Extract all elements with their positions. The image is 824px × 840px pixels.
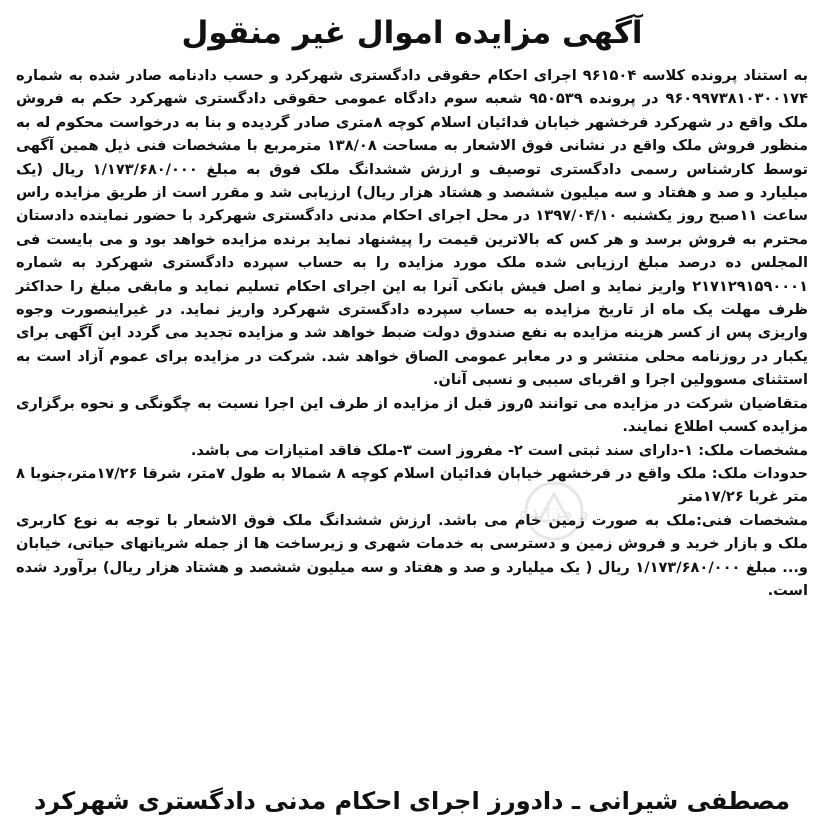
notice-signature: مصطفی شیرانی ـ دادورز اجرای احکام مدنی دادگستری شهرکرد bbox=[33, 787, 791, 815]
notice-title: آگهی مزایده اموال غیر منقول bbox=[181, 15, 643, 51]
watermark-text: و مزایده bbox=[519, 499, 589, 523]
property-specs: مشخصات ملک: ۱-دارای سند ثبتی است ۲- مفروز است ۳-ملک فاقد امتیازات می باشد. bbox=[190, 441, 808, 459]
notice-paragraph-inquiry: متقاضیان شرکت در مزایده می توانند ۵روز قبل از مزایده از طرف این اجرا نسبت به چگونگی و نحوه برگزاری مزایده کسب اطلاع نمایند. bbox=[16, 394, 808, 436]
notice-body bbox=[14, 64, 810, 602]
property-technical-specs: مشخصات فنی:ملک به صورت زمین خام می باشد. ارزش ششدانگ ملک فوق الاشعار با توجه به نوع کاربری ملک و بازار خرید و فروش زمین و دسترسی به خدمات شهری و زیرساخت ها از جمله شریانهای حیاتی، خیابان و... مبلغ ۱/۱۷۳/۶۸۰/۰۰۰ ریال ( یک میلیارد و صد و هفتاد و سه میلیون ششصد و هشتاد هزار ریال) برآورد شده است. bbox=[16, 511, 808, 599]
notice-paragraph-main: به استناد پرونده کلاسه ۹۶۱۵۰۴ اجرای احکام حقوقی دادگستری شهرکرد و حسب دادنامه صادر شده به شماره ۹۶۰۹۹۷۳۸۱۰۳۰۰۱۷۴ در پرونده ۹۵۰۵۳۹ شعبه سوم دادگاه عمومی حقوقی دادگستری شهرکرد حکم به فروش ملک واقع در شهرکرد فرخشهر خیابان فدائیان اسلام کوچه ۸متری صادر گردیده و بنا به درخواست محکوم له به منظور فروش ملک واقع در نشانی فوق الاشعار به مساحت ۱۳۸/۰۸ مترمربع با مشخصات فنی ذیل همین آگهی توسط کارشناس رسمی دادگستری توصیف و ارزش ششدانگ ملک فوق به مبلغ ۱/۱۷۳/۶۸۰/۰۰۰ ریال (یک میلیارد و صد و هفتاد و سه میلیون ششصد و هشتاد هزار ریال) ارزیابی شد و مقرر است از طریق مزایده راس ساعت ۱۱صبح روز یکشنبه ۱۳۹۷/۰۴/۱۰ در محل اجرای احکام مدنی دادگستری شهرکرد با حضور نماینده دادستان محترم به فروش برسد و هر کس که بالاترین قیمت را پیشنهاد نماید برنده مزایده خواهد بود و می بایست فی المجلس ده درصد مبلغ ارزیابی شده ملک مورد مزایده را به حساب سپرده دادگستری شهرکرد به شماره ۲۱۷۱۲۹۱۵۹۰۰۰۱ واریز نماید و اصل فیش بانکی آنرا به این اجرای احکام تسلیم نماید و مابقی مبلغ را حداکثر ظرف مهلت یک ماه از تاریخ مزایده به حساب سپرده دادگستری شهرکرد واریز نماید. در غیراینصورت وجوه واریزی پس از کسر هزینه مزایده به نفع صندوق دولت ضبط خواهد شد و مزایده تجدید می گردد این آگهی برای یکبار در روزنامه محلی منتشر و در معابر عمومی الصاق خواهد شد. شرکت در مزایده برای عموم آزاد است به استثنای مسوولین اجرا و اقربای سببی و نسبی آنان. bbox=[16, 67, 809, 389]
auction-notice bbox=[14, 8, 810, 832]
property-boundaries: حدودات ملک: ملک واقع در فرخشهر خیابان فدائیان اسلام کوچه ۸ شمالا به طول ۷متر، شرقا ۱۷/۲۶متر،جنوبا ۸ متر غربا ۱۷/۲۶متر bbox=[16, 464, 808, 506]
